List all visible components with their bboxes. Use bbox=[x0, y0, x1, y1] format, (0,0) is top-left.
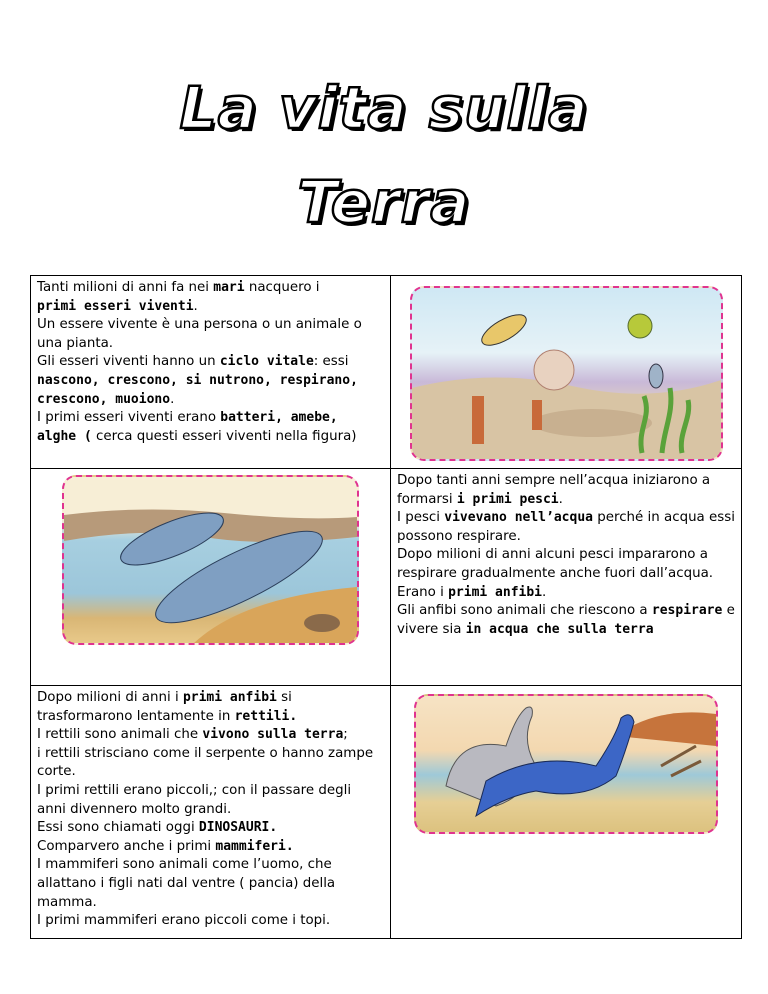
text: . bbox=[558, 491, 563, 507]
keyword: i primi pesci bbox=[456, 491, 559, 507]
dino-scene-svg bbox=[416, 696, 716, 832]
cell-dinosaurs-illustration bbox=[391, 686, 742, 939]
paramecium-creature bbox=[477, 309, 530, 351]
keyword: ciclo vitale bbox=[219, 354, 314, 370]
coral-tube bbox=[532, 400, 542, 430]
keyword: in acqua che sulla terra bbox=[465, 621, 654, 637]
table-row bbox=[31, 686, 742, 939]
text: Erano i bbox=[397, 584, 449, 600]
keyword: crescono, muoiono bbox=[37, 391, 171, 407]
keyword: nascono, crescono, si nutrono, respirano, bbox=[37, 372, 358, 388]
text: Gli anfibi sono animali che riescono a bbox=[397, 603, 652, 619]
text: ; bbox=[343, 727, 348, 743]
fish-amphibians-image bbox=[62, 475, 359, 645]
keyword: mari bbox=[213, 280, 245, 295]
text: Dopo milioni di anni i bbox=[37, 690, 183, 705]
text: I primi esseri viventi erano bbox=[37, 410, 221, 426]
bacterium-creature bbox=[649, 364, 663, 388]
primordial-sea-image bbox=[410, 286, 723, 461]
branch bbox=[661, 746, 701, 776]
sea-scene-svg bbox=[412, 288, 721, 459]
amoeba-creature bbox=[534, 350, 574, 390]
text: perché in acqua essi possono respirare. bbox=[397, 510, 735, 544]
table-row bbox=[31, 276, 742, 469]
keyword: vivono sulla terra bbox=[202, 727, 344, 743]
text: I pesci bbox=[397, 510, 445, 526]
cell-fish-amphibians-illustration bbox=[31, 469, 391, 686]
text: . bbox=[542, 584, 547, 600]
keyword: mammiferi. bbox=[215, 838, 294, 854]
page-title-line-1: La vita sulla bbox=[179, 74, 589, 142]
cell-primi-esseri-text bbox=[31, 276, 391, 469]
text: cerca questi esseri viventi nella figura) bbox=[91, 428, 357, 444]
keyword: respirare bbox=[651, 603, 723, 619]
text: Tanti milioni di anni fa nei bbox=[37, 280, 214, 295]
table-row bbox=[31, 469, 742, 686]
seabed-shadow bbox=[532, 409, 652, 437]
text: I primi mammiferi erano piccoli come i topi. bbox=[37, 913, 331, 929]
keyword: DINOSAURI. bbox=[198, 820, 278, 836]
text: e vivere sia bbox=[397, 603, 735, 637]
cell-primordial-sea-illustration bbox=[391, 276, 742, 469]
page-title-line-2: Terra bbox=[297, 168, 471, 236]
text: . bbox=[193, 298, 198, 314]
text: Dopo milioni di anni alcuni pesci impararono a respirare gradualmente anche fuori dall’acqua. bbox=[397, 547, 714, 581]
text: i rettili strisciano come il serpente o hanno zampe corte. bbox=[37, 745, 374, 780]
keyword: primi esseri viventi bbox=[37, 298, 194, 314]
rock bbox=[304, 614, 340, 632]
coral-tube bbox=[472, 396, 484, 444]
keyword: primi anfibi bbox=[448, 584, 543, 600]
text: Dopo tanti anni sempre nell’acqua iniziarono a formarsi bbox=[397, 473, 711, 507]
text: nacquero i bbox=[244, 280, 320, 295]
keyword: primi anfibi bbox=[182, 690, 277, 705]
keyword: rettili. bbox=[234, 708, 298, 724]
keyword: batteri, amebe, bbox=[220, 410, 338, 426]
algae-creature bbox=[628, 314, 652, 338]
text: Un essere vivente è una persona o un animale o una pianta. bbox=[37, 317, 362, 351]
cell-primi-pesci-text bbox=[391, 469, 742, 686]
text: . bbox=[170, 391, 175, 407]
keyword: vivevano nell’acqua bbox=[444, 510, 593, 526]
content-table bbox=[30, 275, 742, 939]
cell-rettili-text bbox=[31, 686, 391, 939]
keyword: alghe ( bbox=[37, 428, 92, 444]
text: I primi rettili erano piccoli,; con il passare degli anni divennero molto grandi. bbox=[37, 782, 352, 817]
text: I mammiferi sono animali come l’uomo, che allattano i figli nati dal ventre ( pancia) della mamma. bbox=[37, 857, 336, 910]
fish-scene-svg bbox=[64, 477, 357, 643]
text: : essi bbox=[313, 354, 349, 370]
text: Essi sono chiamati oggi bbox=[37, 820, 199, 836]
text: Gli esseri viventi hanno un bbox=[37, 354, 220, 370]
text: si trasformarono lentamente in bbox=[37, 690, 292, 724]
text: I rettili sono animali che bbox=[37, 727, 203, 743]
dinosaurs-image bbox=[414, 694, 718, 834]
text: Comparvero anche i primi bbox=[37, 838, 216, 854]
